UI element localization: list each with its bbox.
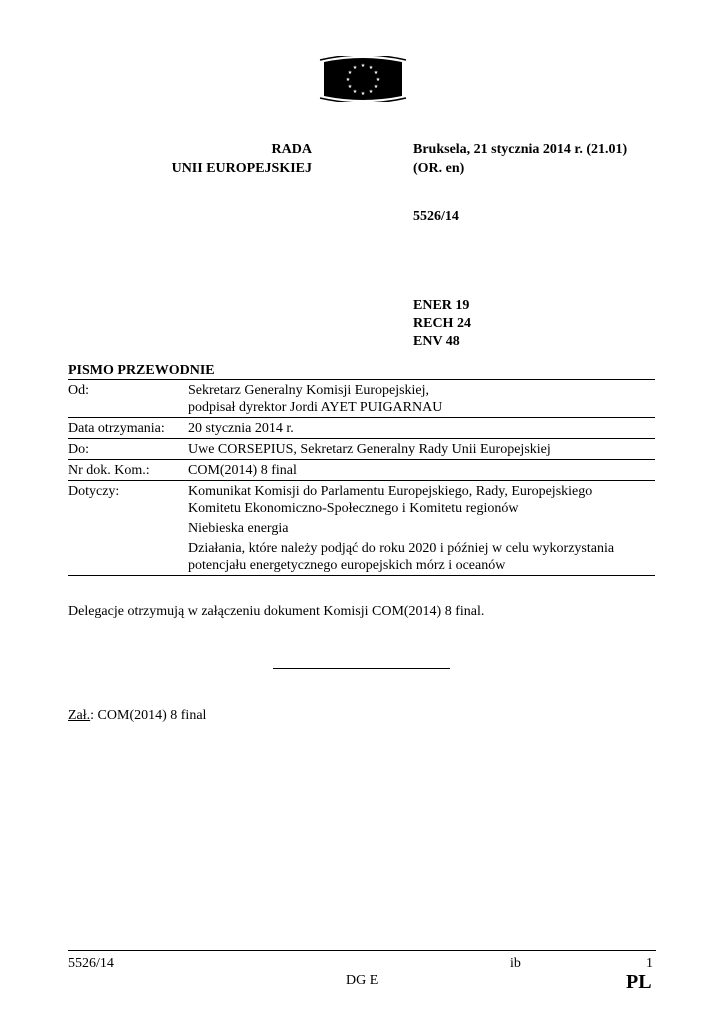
- place-date: Bruksela, 21 stycznia 2014 r. (21.01): [413, 142, 628, 157]
- footer-directorate: DG E: [346, 973, 379, 988]
- code-env: ENV 48: [413, 334, 460, 349]
- subject-label: Dotyczy:: [68, 481, 188, 576]
- footer-rule: [68, 950, 656, 951]
- separator-line: [273, 668, 450, 669]
- subject-value: [188, 481, 655, 576]
- from-line-2: podpisał dyrektor Jordi AYET PUIGARNAU: [188, 400, 443, 415]
- annex-line: [68, 708, 206, 724]
- cover-note-table: [68, 379, 655, 576]
- code-rech: RECH 24: [413, 316, 471, 331]
- svg-text:★: ★: [360, 63, 366, 69]
- svg-text:★: ★: [360, 91, 366, 97]
- row-subject: [68, 481, 655, 576]
- ref-value: COM(2014) 8 final: [188, 460, 655, 481]
- svg-text:★: ★: [368, 89, 374, 95]
- from-label: Od:: [68, 380, 188, 418]
- document-title: PISMO PRZEWODNIE: [68, 363, 215, 378]
- row-to: [68, 439, 655, 460]
- footer-language: PL: [626, 971, 652, 993]
- subject-line-1: Komunikat Komisji do Parlamentu Europejskiego, Rady, Europejskiego: [188, 484, 593, 499]
- subject-line-4: Działania, które należy podjąć do roku 2020 i później w celu wykorzystania: [188, 541, 615, 556]
- svg-text:★: ★: [373, 84, 379, 90]
- row-ref: [68, 460, 655, 481]
- subject-line-2: Komitetu Ekonomiczno-Społecznego i Komitetu regionów: [188, 501, 519, 516]
- subject-line-3: Niebieska energia: [188, 521, 289, 536]
- org-line-1: RADA: [271, 142, 312, 157]
- annex-value: : COM(2014) 8 final: [90, 708, 207, 723]
- from-value: [188, 380, 655, 418]
- svg-text:★: ★: [347, 84, 353, 90]
- org-line-2: UNII EUROPEJSKIEJ: [171, 161, 312, 176]
- date-value: 20 stycznia 2014 r.: [188, 418, 655, 439]
- row-date: [68, 418, 655, 439]
- subject-line-5: potencjału energetycznego europejskich mórz i oceanów: [188, 558, 506, 573]
- code-ener: ENER 19: [413, 298, 470, 313]
- svg-text:★: ★: [352, 89, 358, 95]
- ref-label: Nr dok. Kom.:: [68, 460, 188, 481]
- organisation-name: [100, 140, 312, 178]
- svg-text:★: ★: [373, 70, 379, 76]
- svg-text:★: ★: [347, 70, 353, 76]
- footer-doc-ref: 5526/14: [68, 956, 114, 971]
- footer-initials: ib: [510, 956, 521, 971]
- from-line-1: Sekretarz Generalny Komisji Europejskiej,: [188, 383, 430, 398]
- footer-page-number: 1: [646, 956, 653, 971]
- to-value: Uwe CORSEPIUS, Sekretarz Generalny Rady Unii Europejskiej: [188, 439, 655, 460]
- row-from: [68, 380, 655, 418]
- council-logo: [318, 56, 408, 102]
- annex-label: Zał.: [68, 708, 91, 723]
- svg-text:★: ★: [352, 65, 358, 71]
- svg-text:★: ★: [368, 65, 374, 71]
- svg-text:★: ★: [345, 77, 351, 83]
- to-label: Do:: [68, 439, 188, 460]
- document-number: 5526/14: [413, 209, 459, 224]
- svg-text:★: ★: [375, 77, 381, 83]
- date-label: Data otrzymania:: [68, 418, 188, 439]
- body-paragraph: Delegacje otrzymują w załączeniu dokument Komisji COM(2014) 8 final.: [68, 604, 485, 619]
- original-language: (OR. en): [413, 161, 465, 176]
